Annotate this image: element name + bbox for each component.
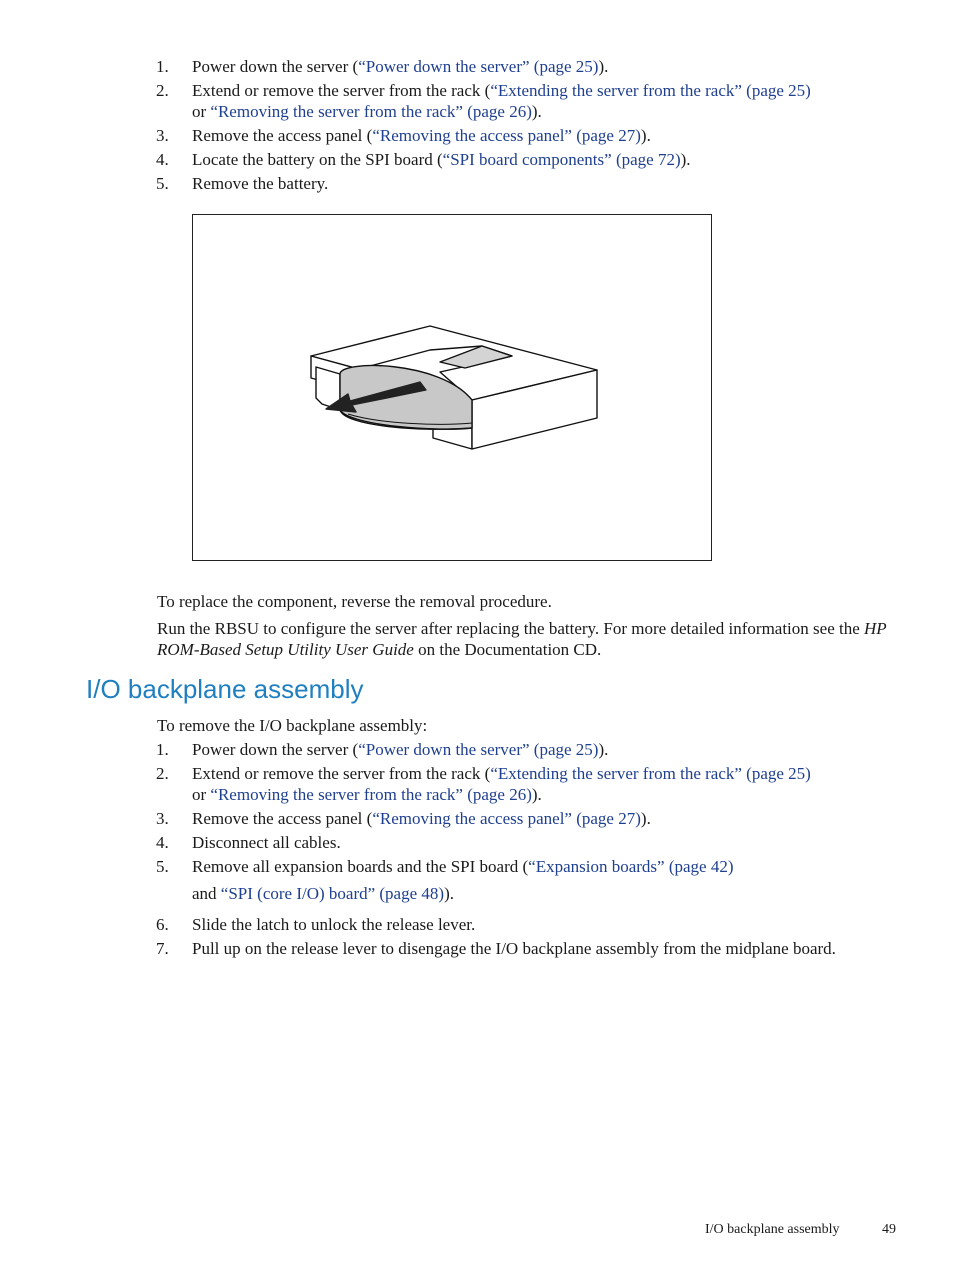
step-text-end: ). xyxy=(598,740,609,759)
paragraph-rbsu xyxy=(157,618,902,660)
link-removing-server[interactable]: “Removing the server from the rack” (page 26) xyxy=(210,102,532,121)
step-text: Pull up on the release lever to disengage the I/O backplane assembly from the midplane board. xyxy=(192,939,836,958)
paragraph-replace: To replace the component, reverse the removal procedure. xyxy=(157,592,552,611)
step-number: 5. xyxy=(156,174,169,193)
link-removing-access-panel[interactable]: “Removing the access panel” (page 27) xyxy=(372,126,641,145)
link-removing-server[interactable]: “Removing the server from the rack” (page 26) xyxy=(210,785,532,804)
step-number: 4. xyxy=(156,833,169,852)
step-number: 7. xyxy=(156,939,169,958)
section-intro: To remove the I/O backplane assembly: xyxy=(157,716,428,735)
step-text: Disconnect all cables. xyxy=(192,833,341,852)
page-number: 49 xyxy=(882,1222,896,1237)
step-number: 3. xyxy=(156,809,169,828)
step-text: Power down the server ( xyxy=(192,57,359,76)
step-text-end: ). xyxy=(444,884,454,903)
step-text-end: ). xyxy=(531,102,542,121)
step-text-mid: or xyxy=(192,785,211,804)
link-extending-server[interactable]: “Extending the server from the rack” (page 25) xyxy=(490,764,811,783)
step-text-end: ). xyxy=(640,126,651,145)
link-removing-access-panel[interactable]: “Removing the access panel” (page 27) xyxy=(372,809,641,828)
step-number: 6. xyxy=(156,915,169,934)
step-text-end: ). xyxy=(680,150,691,169)
step-text: Extend or remove the server from the rack ( xyxy=(192,764,491,783)
link-spi-core-io-board[interactable]: “SPI (core I/O) board” (page 48) xyxy=(220,884,445,903)
step-number: 1. xyxy=(156,57,169,76)
section-heading: I/O backplane assembly xyxy=(86,674,364,704)
step-text-end: ). xyxy=(640,809,651,828)
step-text-mid: and xyxy=(192,884,221,903)
battery-holder-illustration xyxy=(193,215,711,560)
step-text: Locate the battery on the SPI board ( xyxy=(192,150,443,169)
battery-removal-figure xyxy=(192,214,712,561)
step-text: Remove the battery. xyxy=(192,174,329,193)
step-text-end: ). xyxy=(531,785,542,804)
step-number: 4. xyxy=(156,150,169,169)
step-number: 3. xyxy=(156,126,169,145)
rbsu-text-end: on the Documentation CD. xyxy=(413,640,602,659)
link-power-down[interactable]: “Power down the server” (page 25) xyxy=(358,740,599,759)
step-number: 5. xyxy=(156,857,169,876)
footer-section-title: I/O backplane assembly xyxy=(705,1222,840,1237)
step-text: Remove the access panel ( xyxy=(192,809,373,828)
step-text: Slide the latch to unlock the release lever. xyxy=(192,915,476,934)
step-text: Remove the access panel ( xyxy=(192,126,373,145)
step-text-mid: or xyxy=(192,102,211,121)
step-number: 2. xyxy=(156,81,169,100)
link-extending-server[interactable]: “Extending the server from the rack” (page 25) xyxy=(490,81,811,100)
step-text: Power down the server ( xyxy=(192,740,359,759)
rbsu-guide-title: HP ROM-Based Setup Utility User Guide xyxy=(157,619,887,659)
link-expansion-boards[interactable]: “Expansion boards” (page 42) xyxy=(528,857,734,876)
step-text-end: ). xyxy=(598,57,609,76)
rbsu-text: Run the RBSU to configure the server after replacing the battery. For more detailed information see the xyxy=(157,619,865,638)
link-spi-board-components[interactable]: “SPI board components” (page 72) xyxy=(442,150,681,169)
step-text: Remove all expansion boards and the SPI board ( xyxy=(192,857,529,876)
link-power-down[interactable]: “Power down the server” (page 25) xyxy=(358,57,599,76)
step-number: 2. xyxy=(156,764,169,783)
step-number: 1. xyxy=(156,740,169,759)
step-text: Extend or remove the server from the rack ( xyxy=(192,81,491,100)
